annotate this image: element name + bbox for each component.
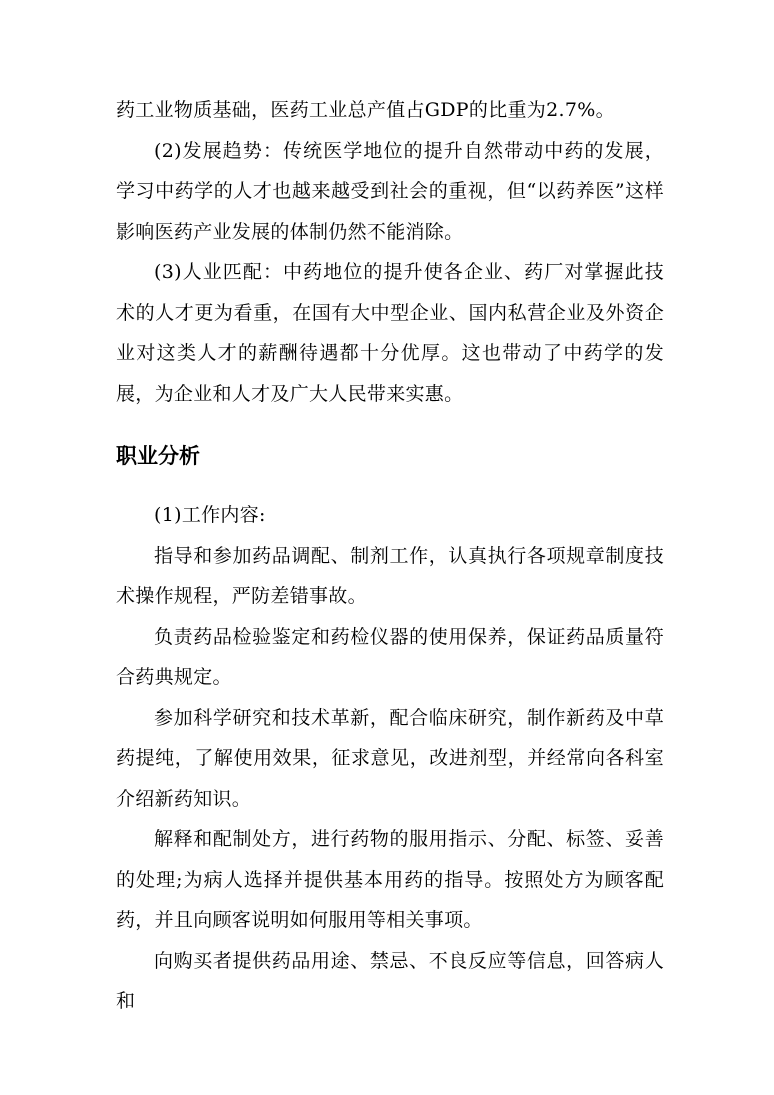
body-text-work — [116, 495, 664, 1022]
work-item-research: 参加科学研究和技术革新，配合临床研究，制作新药及中草药提纯，了解使用效果，征求意见，改进剂型，并经常向各科室介绍新药知识。 — [116, 706, 664, 810]
paragraph-talent-match: (3)人业匹配：中药地位的提升使各企业、药厂对掌握此技术的人才更为看重，在国有大中型企业、国内私营企业及外资企业对这类人才的薪酬待遇都十分优厚。这也带动了中药学的发展，为企业和人才及广大人民带来实惠。 — [116, 261, 664, 405]
work-item-inspection: 负责药品检验鉴定和药检仪器的使用保养，保证药品质量符合药典规定。 — [116, 625, 664, 688]
work-item-information: 向购买者提供药品用途、禁忌、不良反应等信息，回答病人和 — [116, 949, 664, 1012]
body-text-top — [116, 90, 664, 414]
section-career-analysis — [116, 440, 664, 472]
section-heading: 职业分析 — [116, 444, 200, 468]
work-item-dispensing: 指导和参加药品调配、制剂工作，认真执行各项规章制度技术操作规程，严防差错事故。 — [116, 544, 664, 607]
work-item-prescription: 解释和配制处方，进行药物的服用指示、分配、标签、妥善的处理;为病人选择并提供基本用药的指导。按照处方为顾客配药，并且向顾客说明如何服用等相关事项。 — [116, 828, 664, 931]
work-content-label: (1)工作内容: — [154, 504, 266, 526]
paragraph-development-trend: (2)发展趋势：传统医学地位的提升自然带动中药的发展，学习中药学的人才也越来越受到社会的重视，但“以药养医”这样影响医药产业发展的体制仍然不能消除。 — [116, 139, 664, 243]
paragraph-intro-tail: 药工业物质基础，医药工业总产值占GDP的比重为2.7%。 — [116, 99, 615, 121]
